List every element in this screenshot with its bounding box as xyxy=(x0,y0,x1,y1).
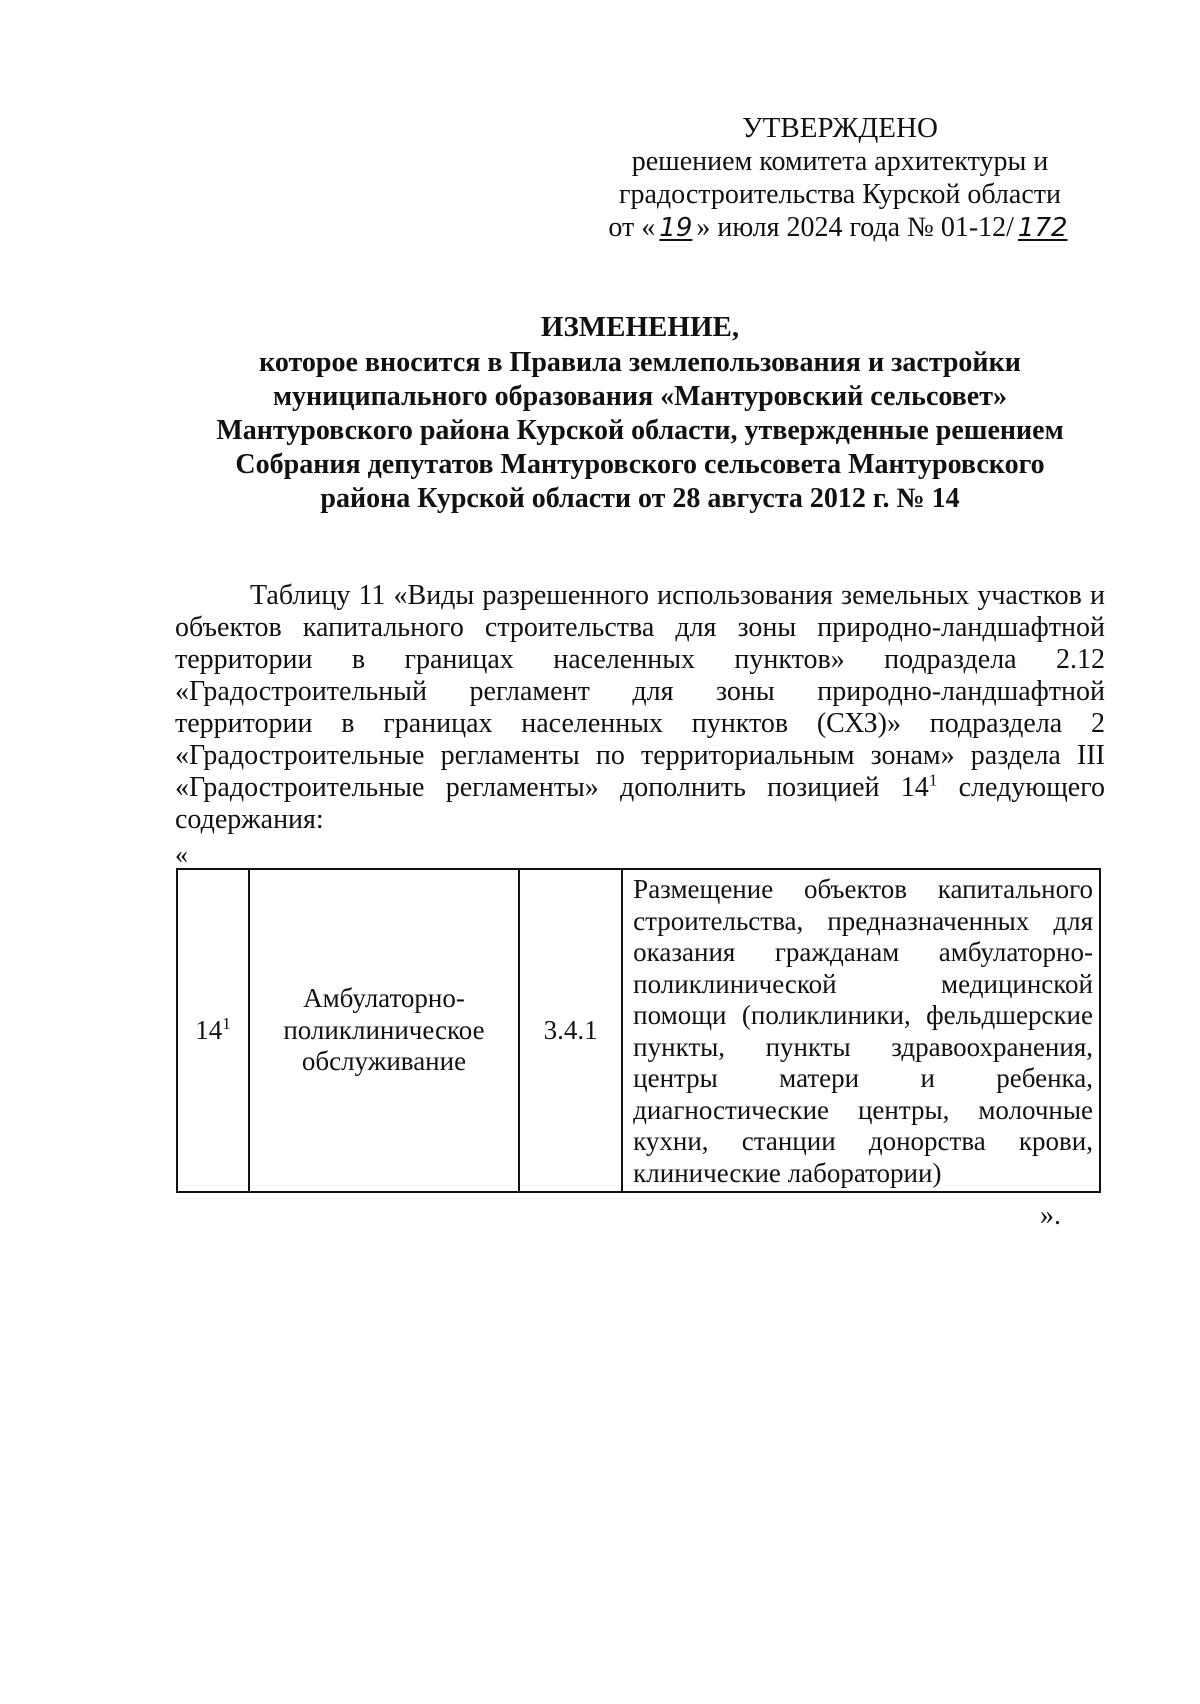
title-line-2: муниципального образования «Мантуровский сельсовет» xyxy=(272,381,1007,412)
table-cell-code xyxy=(519,869,622,1192)
date-middle: » июля 2024 года № 01-12/ xyxy=(696,212,1014,243)
body-paragraph xyxy=(175,580,1105,836)
approval-stamp xyxy=(600,112,1080,245)
document-title: ИЗМЕНЕНИЕ, xyxy=(540,311,740,343)
use-name-line-1: Амбулаторно- xyxy=(303,983,465,1014)
row-number-superscript: 1 xyxy=(222,1013,231,1033)
table-cell-description xyxy=(622,869,1100,1192)
amendment-table xyxy=(176,868,1101,1193)
table-cell-name xyxy=(249,869,519,1192)
paragraph-text-main: Таблицу 11 «Виды разрешенного использования земельных участков и объектов капитального строительства для зоны природно-ландшафтной территории в границах населенных пунктов» подраздела 2.12 «Градостроительный регламент для зоны природно-ландшафтной территории в границах населенных пунктов (СХЗ)» подраздела 2 «Градостроительные регламенты по территориальным зонам» раздела III «Градостроительные регламенты» дополнить позицией 14 xyxy=(175,580,1105,803)
handwritten-day: 19 xyxy=(659,213,693,243)
date-prefix: от « xyxy=(608,212,656,243)
document-title-block xyxy=(150,310,1130,516)
paragraph-superscript: 1 xyxy=(928,770,938,790)
title-line-1: которое вносится в Правила землепользования и застройки xyxy=(259,347,1021,378)
table-cell-number xyxy=(177,869,249,1192)
table-row xyxy=(177,869,1100,1192)
use-description: Размещение объектов капитального строительства, предназначенных для оказания гражданам амбулаторно-поликлинической медицинской помощи (поликлиники, фельдшерские пункты, пункты здравоохранения, центры матери и ребенка, диагностические центры, молочные кухни, станции донорства крови, клинические лаборатории) xyxy=(633,874,1093,1188)
handwritten-doc-number: 172 xyxy=(1017,213,1068,243)
title-line-3: Мантуровского района Курской области, утвержденные решением xyxy=(216,415,1064,446)
row-number: 14 xyxy=(195,1014,223,1045)
use-name-line-2: поликлиническое xyxy=(283,1014,485,1045)
approval-heading: УТВЕРЖДЕНО xyxy=(742,112,938,144)
approval-date-line xyxy=(600,211,1080,245)
title-line-4: Собрания депутатов Мантуровского сельсовета Мантуровского xyxy=(235,449,1045,480)
approval-line-2: градостроительства Курской области xyxy=(619,179,1061,210)
title-line-5: района Курской области от 28 августа 2012 г. № 14 xyxy=(320,483,960,514)
opening-quote: « xyxy=(175,840,188,869)
use-name-line-3: обслуживание xyxy=(301,1046,467,1077)
paragraph-text-tail: следующего содержания: xyxy=(175,772,1105,835)
approval-line-1: решением комитета архитектуры и xyxy=(631,146,1049,177)
closing-quote: ». xyxy=(1040,1200,1061,1231)
use-code: 3.4.1 xyxy=(543,1014,598,1045)
